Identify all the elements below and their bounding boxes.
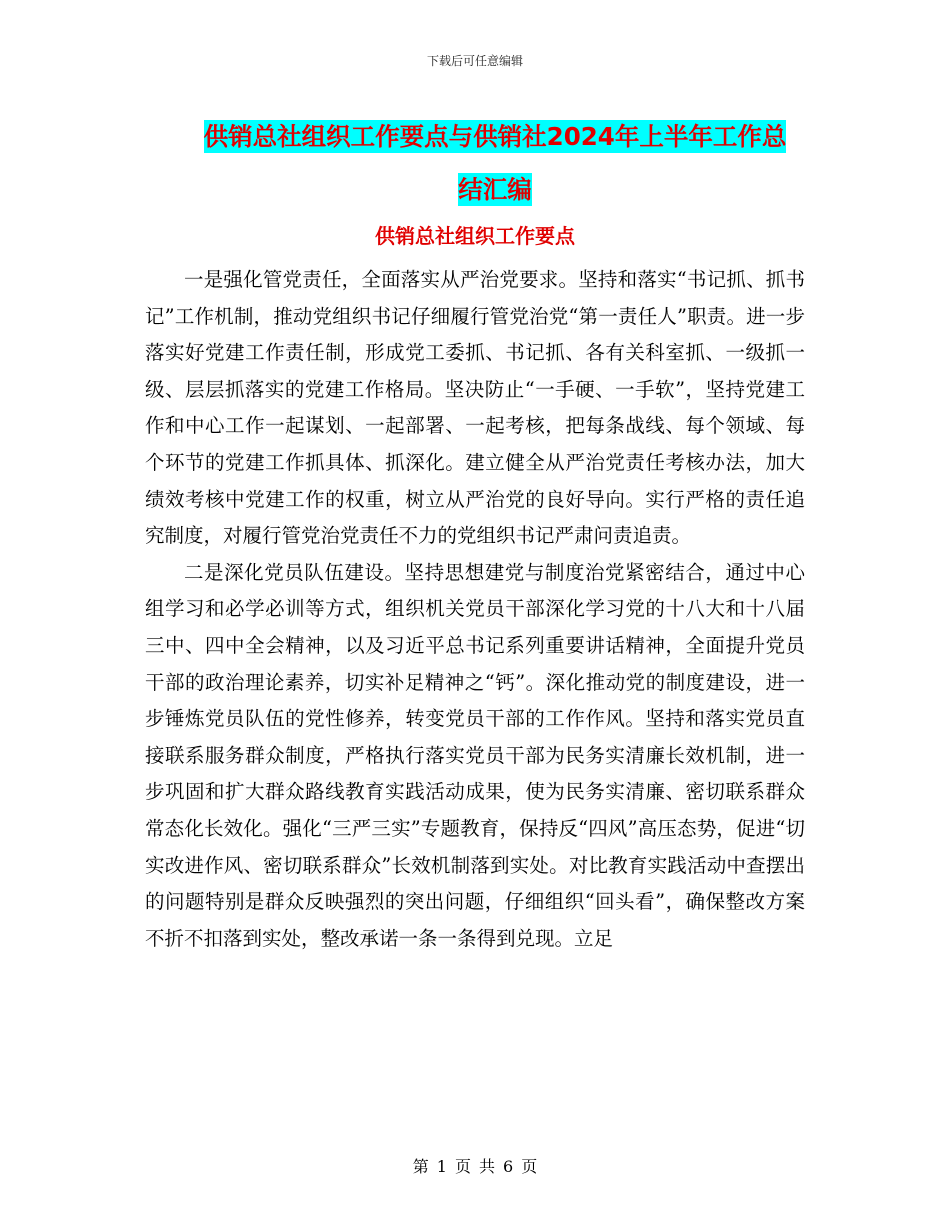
footer-prefix: 第 <box>412 1157 429 1176</box>
document-body <box>145 262 805 957</box>
title-line-1: 供销总社组织工作要点与供销社2024年上半年工作总 <box>203 122 787 151</box>
footer-page-number: 1 <box>436 1157 447 1176</box>
header-note: 下载后可任意编辑 <box>426 54 523 68</box>
footer-suffix: 页 <box>521 1157 538 1176</box>
document-title <box>145 110 845 216</box>
footer-total-prefix: 共 <box>479 1157 496 1176</box>
page-footer <box>0 1154 950 1177</box>
section-title: 供销总社组织工作要点 <box>375 224 575 248</box>
footer-page-label: 页 <box>454 1157 471 1176</box>
footer-total-pages: 6 <box>503 1157 514 1176</box>
title-line-2: 结汇编 <box>458 175 532 204</box>
paragraph-1: 一是强化管党责任，全面落实从严治党要求。坚持和落实“书记抓、抓书记”工作机制，推动党组织书记仔细履行管党治党“第一责任人”职责。进一步落实好党建工作责任制，形成党工委抓、书记抓、各有关科室抓、一级抓一级、层层抓落实的党建工作格局。坚决防止“一手硬、一手软”，坚持党建工作和中心工作一起谋划、一起部署、一起考核，把每条战线、每个领域、每个环节的党建工作抓具体、抓深化。建立健全从严治党责任考核办法，加大绩效考核中党建工作的权重，树立从严治党的良好导向。实行严格的责任追究制度，对履行管党治党责任不力的党组织书记严肃问责追责。 <box>145 268 805 548</box>
paragraph-2: 二是深化党员队伍建设。坚持思想建党与制度治党紧密结合，通过中心组学习和必学必训等方式，组织机关党员干部深化学习党的十八大和十八届三中、四中全会精神，以及习近平总书记系列重要讲话精神，全面提升党员干部的政治理论素养，切实补足精神之“钙”。深化推动党的制度建设，进一步锤炼党员队伍的党性修养，转变党员干部的工作作风。坚持和落实党员直接联系服务群众制度，严格执行落实党员干部为民务实清廉长效机制，进一步巩固和扩大群众路线教育实践活动成果，使为民务实清廉、密切联系群众常态化长效化。强化“三严三实”专题教育，保持反“四风”高压态势，促进“切实改进作风、密切联系群众”长效机制落到实处。对比教育实践活动中查摆出的问题特别是群众反映强烈的突出问题，仔细组织“回头看”，确保整改方案不折不扣落到实处，整改承诺一条一条得到兑现。立足 <box>145 560 805 950</box>
